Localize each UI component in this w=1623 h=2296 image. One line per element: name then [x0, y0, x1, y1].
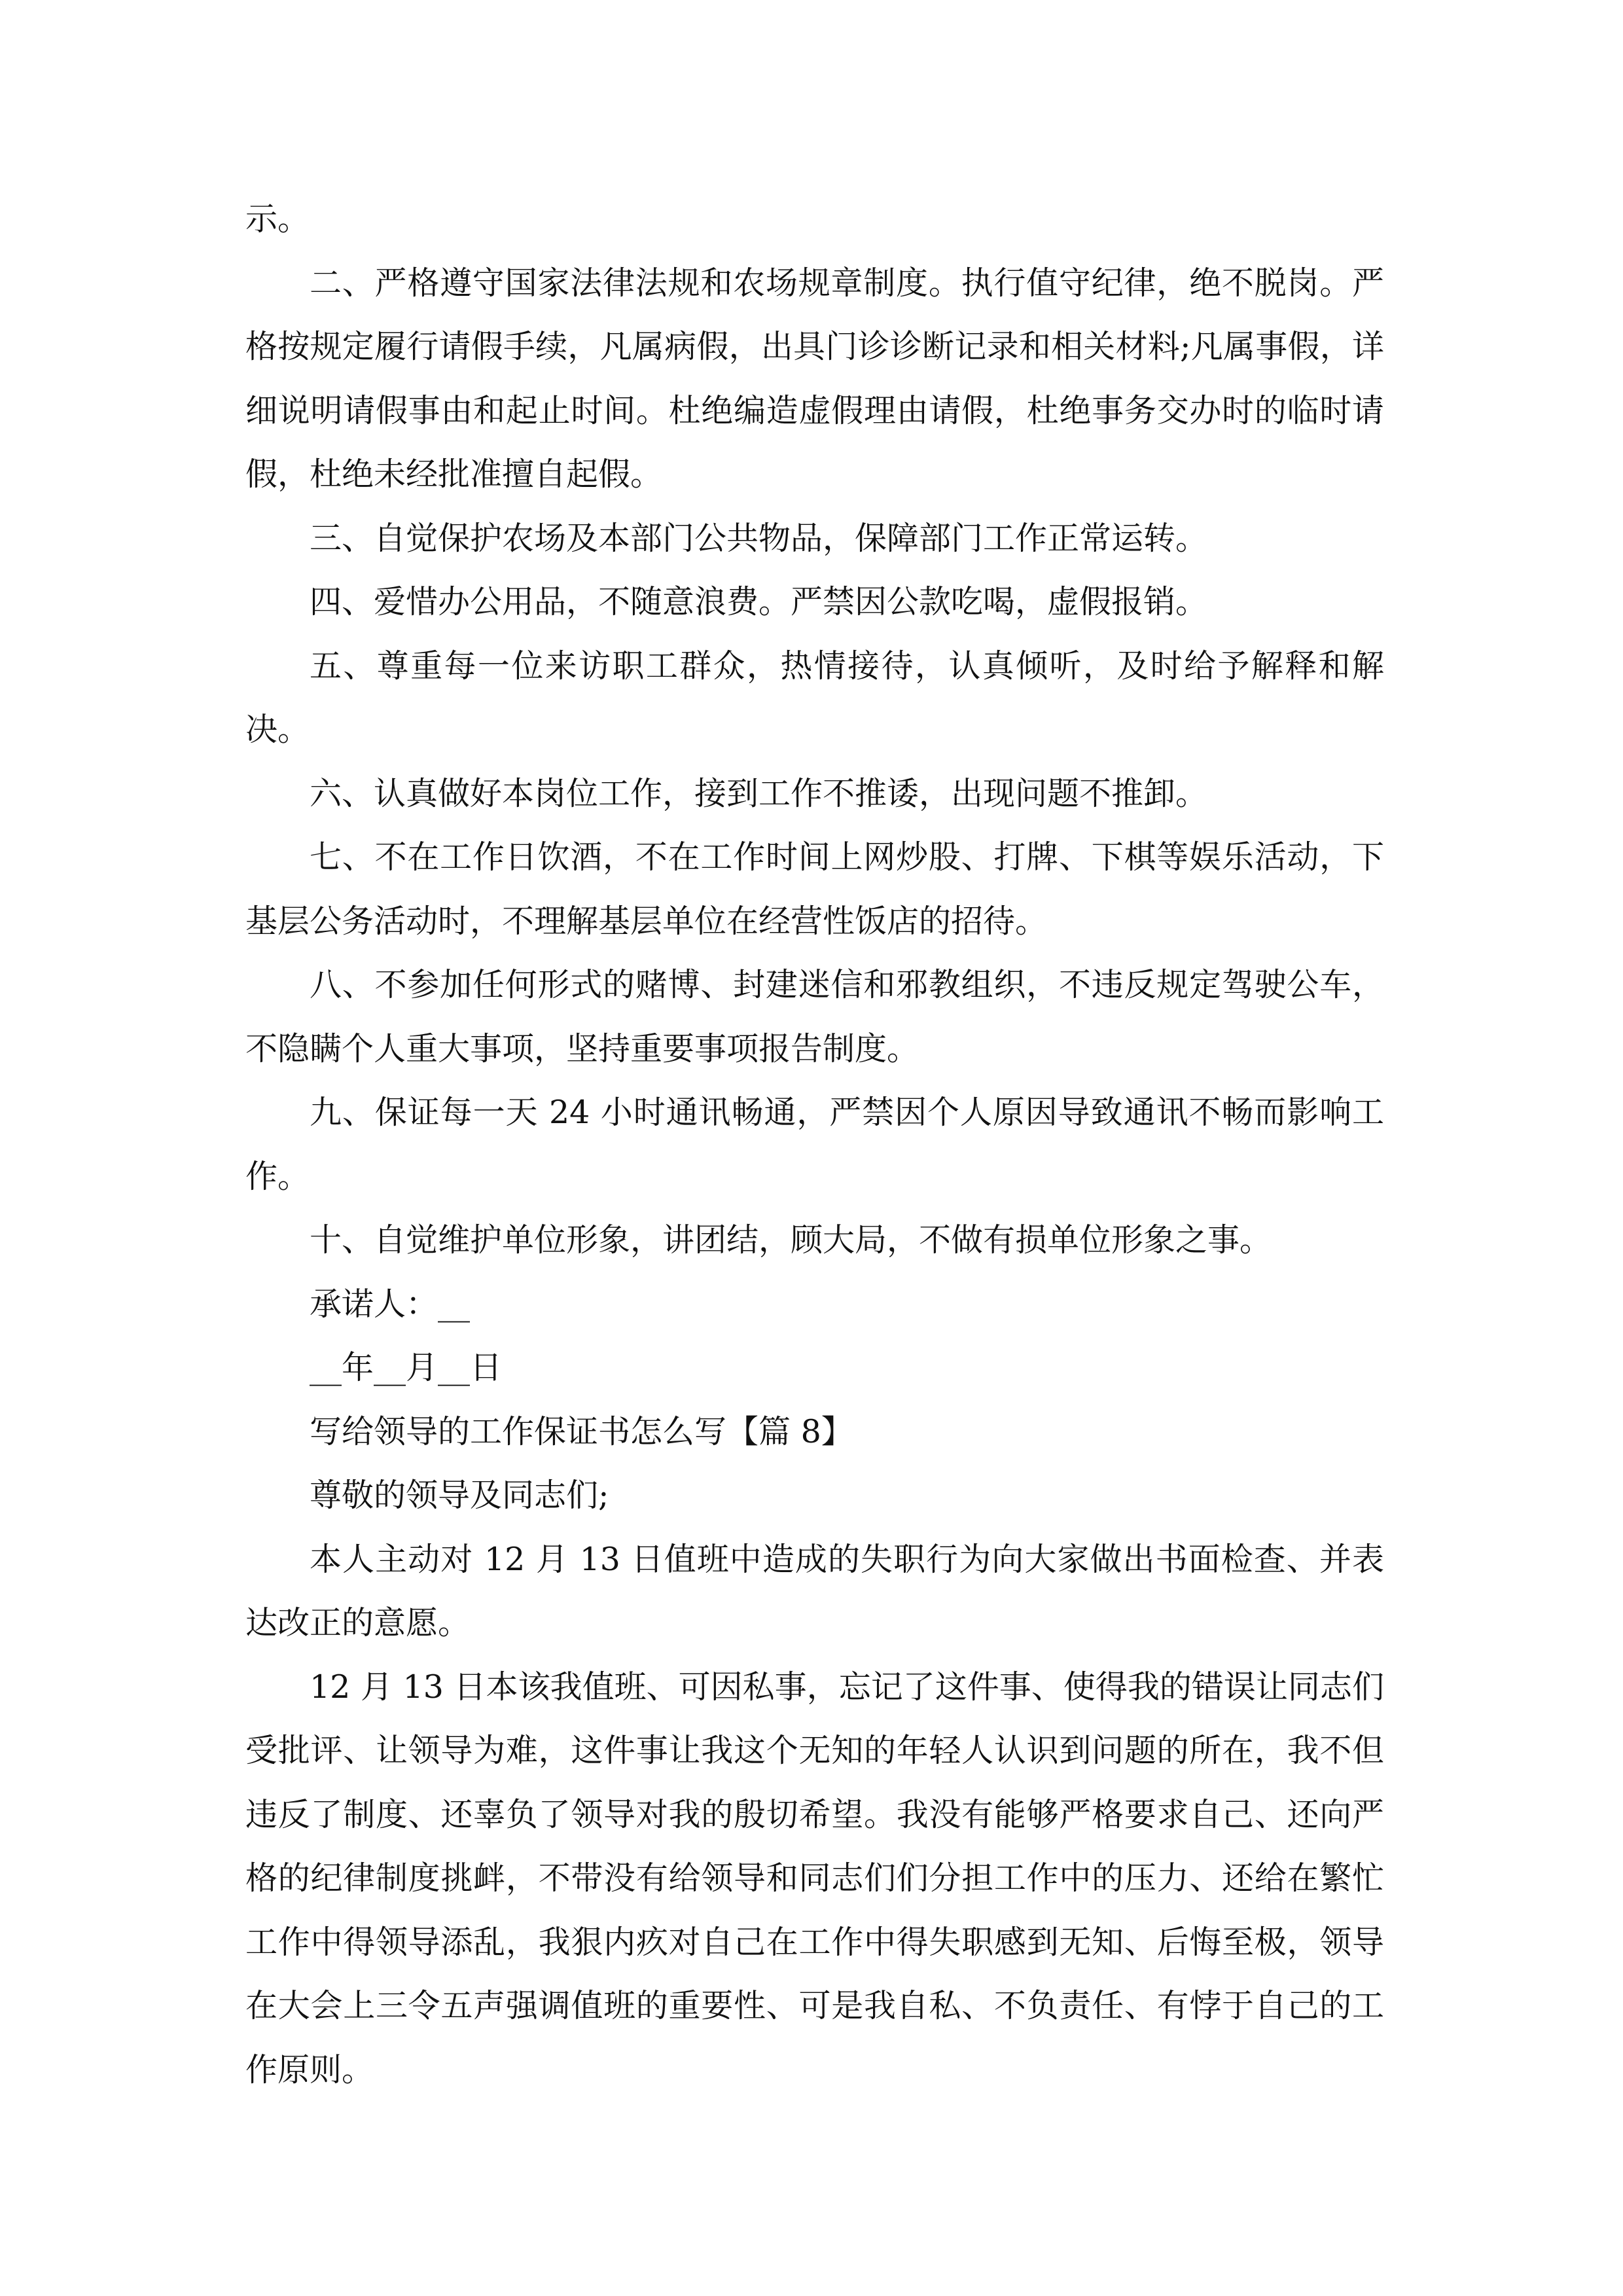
- paragraph-item-9: 九、保证每一天 24 小时通讯畅通，严禁因个人原因导致通讯不畅而影响工作。: [245, 1094, 1384, 1195]
- paragraph-item-2: 二、严格遵守国家法律法规和农场规章制度。执行值守纪律，绝不脱岗。严格按规定履行请假手续，凡属病假，出具门诊诊断记录和相关材料;凡属事假，详细说明请假事由和起止时间。杜绝编造虚假理由请假，杜绝事务交办时的临时请假，杜绝未经批准擅自起假。: [245, 264, 1384, 493]
- paragraph-body: 12 月 13 日本该我值班、可因私事，忘记了这件事、使得我的错误让同志们受批评、让领导为难，这件事让我这个无知的年轻人认识到问题的所在，我不但违反了制度、还辜负了领导对我的殷切希望。我没有能够严格要求自己、还向严格的纪律制度挑衅，不带没有给领导和同志们们分担工作中的压力、还给在繁忙工作中得领导添乱，我狠内疚对自己在工作中得失职感到无知、后悔至极，领导在大会上三令五声强调值班的重要性、可是我自私、不负责任、有悖于自己的工作原则。: [245, 1668, 1384, 2089]
- paragraph-item-10: 十、自觉维护单位形象，讲团结，顾大局，不做有损单位形象之事。: [310, 1221, 1272, 1259]
- salutation: 尊敬的领导及同志们;: [310, 1477, 609, 1514]
- paragraph-item-8: 八、不参加任何形式的赌博、封建迷信和邪教组织，不违反规定驾驶公车，不隐瞒个人重大事项，坚持重要事项报告制度。: [245, 966, 1384, 1067]
- paragraph-item-5: 五、尊重每一位来访职工群众，热情接待，认真倾听，及时给予解释和解决。: [245, 647, 1384, 748]
- signature-line: 承诺人：__: [310, 1285, 471, 1323]
- paragraph-item-4: 四、爱惜办公用品，不随意浪费。严禁因公款吃喝，虚假报销。: [310, 583, 1208, 620]
- document-body: [245, 187, 1384, 2102]
- paragraph-item-6: 六、认真做好本岗位工作，接到工作不推诿，出现问题不推卸。: [310, 774, 1208, 812]
- paragraph-intro: 本人主动对 12 月 13 日值班中造成的失职行为向大家做出书面检查、并表达改正的意愿。: [245, 1540, 1384, 1641]
- paragraph-item-7: 七、不在工作日饮酒，不在工作时间上网炒股、打牌、下棋等娱乐活动，下基层公务活动时，不理解基层单位在经营性饭店的招待。: [245, 838, 1384, 940]
- date-line: __年__月__日: [310, 1349, 503, 1386]
- section-title: 写给领导的工作保证书怎么写【篇 8】: [310, 1412, 853, 1450]
- paragraph-item-3: 三、自觉保护农场及本部门公共物品，保障部门工作正常运转。: [310, 519, 1208, 557]
- paragraph-continuation: 示。: [245, 200, 310, 238]
